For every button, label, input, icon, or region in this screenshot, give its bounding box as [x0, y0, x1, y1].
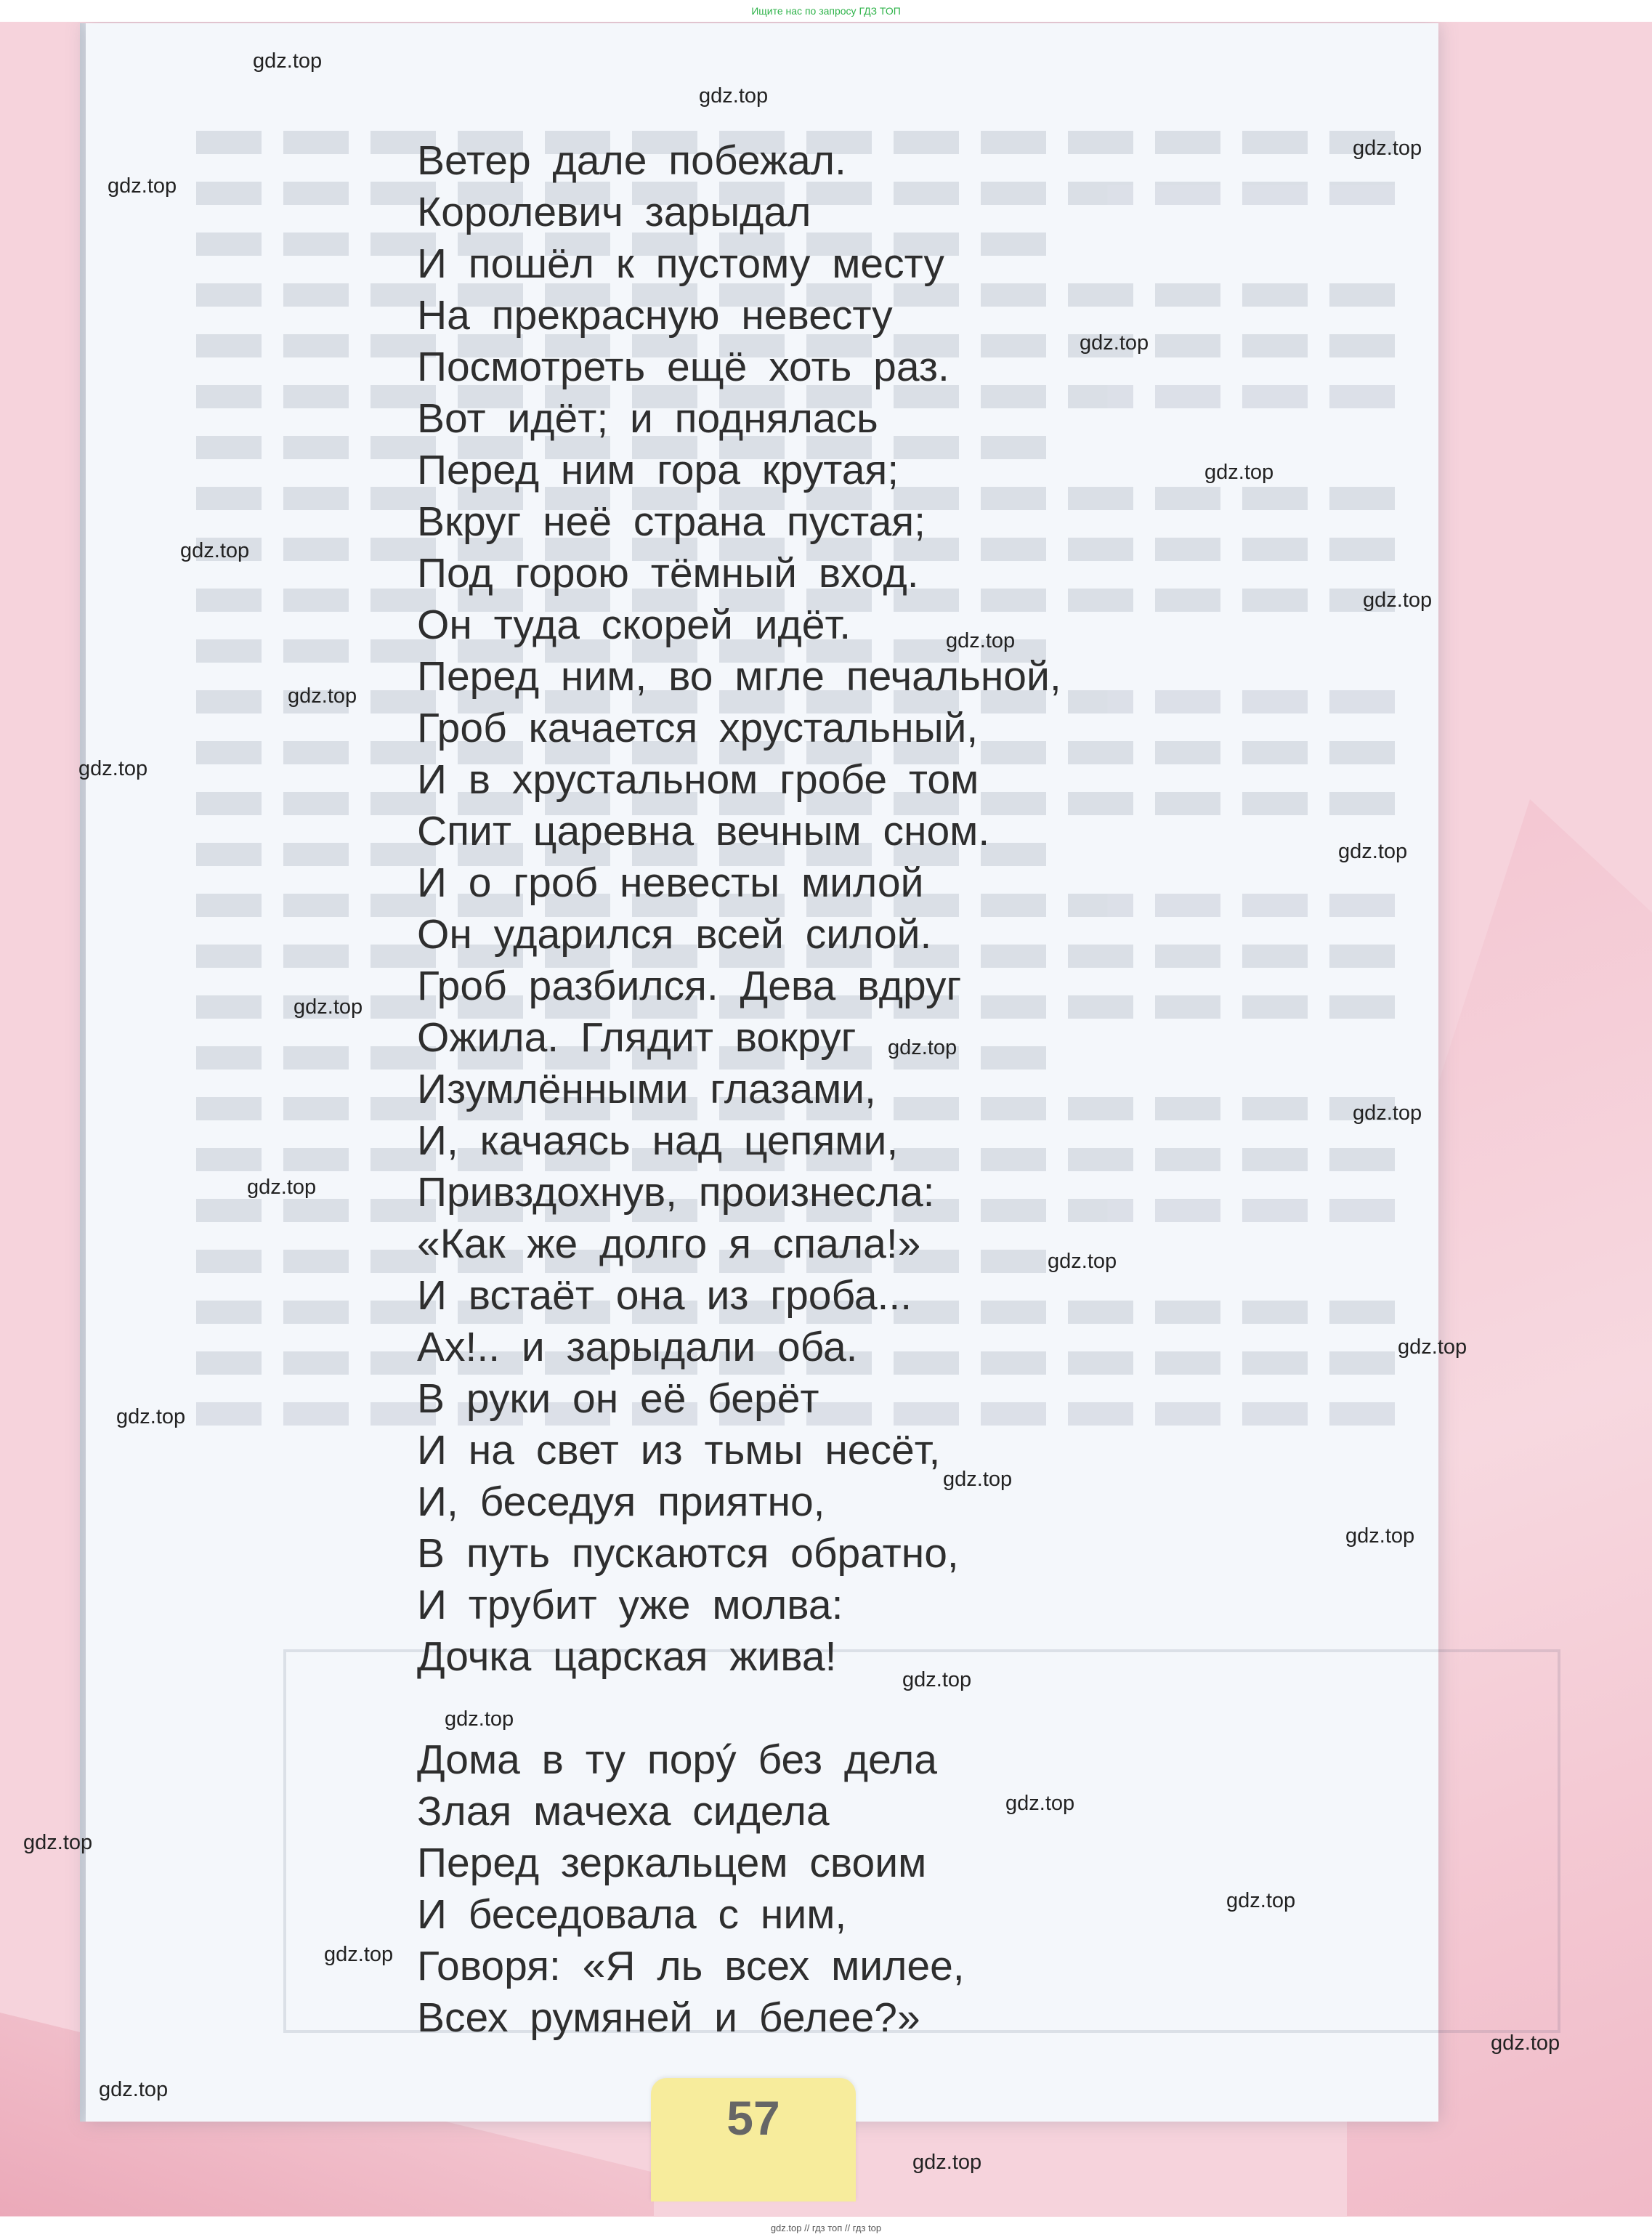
poem-line: И, качаясь над цепями,	[417, 1117, 899, 1164]
poem-line: И трубит уже молва:	[417, 1582, 843, 1628]
poem-line: Говоря: «Я ль всех милее,	[417, 1943, 965, 1989]
poem-text	[417, 135, 1289, 2044]
watermark: gdz.top	[1204, 461, 1274, 484]
poem-line: В путь пускаются обратно,	[417, 1530, 959, 1577]
poem-line: Привздохнув, произнесла:	[417, 1169, 935, 1216]
poem-line: Перед зеркальцем своим	[417, 1840, 927, 1886]
watermark: gdz.top	[943, 1468, 1013, 1491]
watermark: gdz.top	[1353, 137, 1422, 160]
poem-line: Всех румяней и белее?»	[417, 1994, 920, 2041]
poem-line: Гроб разбился. Дева вдруг	[417, 963, 962, 1009]
poem-line: Гроб качается хрустальный,	[417, 705, 979, 751]
top-banner[interactable]: Ищите нас по запросу ГДЗ ТОП	[0, 0, 1652, 22]
watermark: gdz.top	[253, 49, 323, 73]
poem-line: В руки он её берёт	[417, 1375, 819, 1422]
poem-line: И встаёт она из гроба...	[417, 1272, 912, 1319]
poem-line: Королевич зарыдал	[417, 189, 811, 235]
watermark: gdz.top	[1005, 1792, 1075, 1815]
watermark: gdz.top	[1363, 589, 1433, 612]
poem-line: Вот идёт; и поднялась	[417, 395, 878, 442]
poem-line: Ожила. Глядит вокруг	[417, 1014, 857, 1061]
watermark: gdz.top	[902, 1668, 972, 1691]
poem-line: Спит царевна вечным сном.	[417, 808, 990, 854]
poem-line: Ветер дале побежал.	[417, 137, 846, 184]
watermark: gdz.top	[324, 1943, 394, 1966]
poem-line: Ах!.. и зарыдали оба.	[417, 1324, 858, 1370]
watermark: gdz.top	[99, 2078, 169, 2101]
watermark: gdz.top	[1345, 1524, 1415, 1548]
poem-line: И о гроб невесты милой	[417, 860, 924, 906]
watermark: gdz.top	[445, 1707, 514, 1731]
watermark: gdz.top	[1226, 1889, 1296, 1912]
watermark: gdz.top	[180, 539, 250, 562]
watermark: gdz.top	[912, 2151, 982, 2174]
bottom-banner[interactable]: gdz.top // гдз топ // гдз top	[0, 2217, 1652, 2240]
poem-line: Дочка царская жива!	[417, 1633, 837, 1680]
poem-line: Злая мачеха сидела	[417, 1788, 830, 1835]
watermark: gdz.top	[1353, 1101, 1422, 1125]
watermark: gdz.top	[288, 684, 357, 708]
watermark: gdz.top	[699, 84, 769, 108]
poem-line: И беседовала с ним,	[417, 1891, 847, 1938]
watermark: gdz.top	[1491, 2031, 1560, 2055]
watermark: gdz.top	[946, 629, 1016, 652]
watermark: gdz.top	[23, 1831, 93, 1854]
watermark: gdz.top	[1080, 331, 1149, 355]
poem-line: И пошёл к пустому месту	[417, 240, 944, 287]
poem-line: Перед ним гора крутая;	[417, 447, 899, 493]
poem-line: «Как же долго я спала!»	[417, 1221, 921, 1267]
poem-line: Перед ним, во мгле печальной,	[417, 653, 1061, 700]
poem-line: Дома в ту порý без дела	[417, 1736, 937, 1783]
poem-line: Под горою тёмный вход.	[417, 550, 919, 597]
page-number-tab	[651, 2078, 856, 2201]
watermark: gdz.top	[1338, 840, 1408, 863]
poem-line: Посмотреть ещё хоть раз.	[417, 344, 950, 390]
poem-line: Изумлёнными глазами,	[417, 1066, 876, 1112]
poem-line: На прекрасную невесту	[417, 292, 893, 339]
watermark: gdz.top	[108, 174, 177, 198]
watermark: gdz.top	[116, 1405, 186, 1428]
watermark: gdz.top	[78, 757, 148, 780]
poem-line: И в хрустальном гробе том	[417, 756, 979, 803]
poem-line: Он ударился всей силой.	[417, 911, 932, 958]
poem-line: Он туда скорей идёт.	[417, 602, 851, 648]
poem-line: Вкруг неё страна пустая;	[417, 498, 926, 545]
watermark: gdz.top	[293, 995, 363, 1019]
watermark: gdz.top	[247, 1176, 317, 1199]
poem-line: И на свет из тьмы несёт,	[417, 1427, 941, 1473]
watermark: gdz.top	[1048, 1250, 1117, 1273]
stanza-break	[417, 1683, 1289, 1734]
watermark: gdz.top	[888, 1036, 957, 1059]
watermark: gdz.top	[1398, 1335, 1467, 1359]
page-number: 57	[726, 2091, 780, 2145]
poem-line: И, беседуя приятно,	[417, 1479, 825, 1525]
